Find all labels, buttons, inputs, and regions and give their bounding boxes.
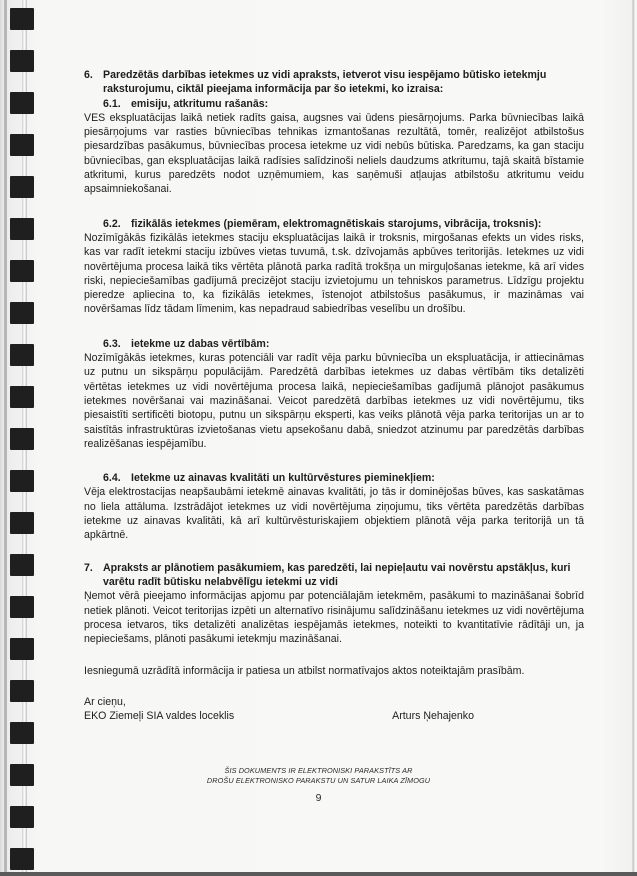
signer-role: EKO Ziemeļi SIA valdes loceklis — [84, 709, 235, 722]
page-bottom-edge — [0, 872, 637, 876]
e-signature-line-1: ŠIS DOKUMENTS IR ELEKTRONISKI PARAKSTĪTS AR — [224, 766, 413, 775]
section-7-number: 7. — [84, 561, 93, 574]
section-7-title: Apraksts ar plānotiem pasākumiem, kas paredzēti, lai nepieļautu vai novērstu apstākļus, kuri varētu radīt būtisku nelabvēlīgu ietekmi uz vidi — [103, 561, 571, 588]
e-signature-notice — [0, 766, 637, 786]
section-7-body: Ņemot vērā pieejamo informācijas apjomu par potenciālajām ietekmēm, pasākumi to mazināšanai šobrīd netiek plānoti. Veicot teritorijas izpēti un alternatīvo risinājumu salīdzināšanu ietekmes uz vidi novērtējuma procesa ietvaros, tiks detalizēti analizētas iespējamās ietekmes, noteikti to kvantitatīvie rādītāji un, ja nepieciešams, plānoti pasākumi ietekmju mazināšanai. — [84, 590, 584, 646]
e-signature-line-2: DROŠU ELEKTRONISKO PARAKSTU UN SATUR LAIKA ZĪMOGU — [206, 776, 431, 785]
binding-hole — [10, 134, 34, 156]
subsection-title: emisiju, atkritumu rašanās: — [131, 97, 269, 110]
subsection-6-3-heading — [103, 337, 584, 351]
subsection-title: ietekme uz dabas vērtībām: — [131, 337, 270, 350]
binding-hole — [10, 722, 34, 744]
subsection-6-4-heading — [103, 471, 584, 485]
subsection-6-4-body: Vēja elektrostacijas neapšaubāmi ietekmē ainavas kvalitāti, jo tās ir dominējošas būves, kas saskatāmas no liela attāluma. Izstrādājot ietekmes uz vidi novērtējuma ziņojumu, tiks vērtēta paredzētās darbības ietekme uz ainavas kvalitāti, kā arī kultūrvēsturiskajiem objektiem plānotā vēja parka teritorijā un tā apkārtnē. — [84, 486, 584, 542]
subsection-number: 6.1. — [103, 97, 121, 110]
binding-hole — [10, 218, 34, 240]
binding-hole — [10, 428, 34, 450]
binding-hole — [10, 848, 34, 870]
section-6-heading — [84, 68, 584, 97]
binding-hole — [10, 554, 34, 576]
binding-hole — [10, 596, 34, 618]
binding-hole — [10, 386, 34, 408]
binding-hole — [10, 302, 34, 324]
binding-hole — [10, 806, 34, 828]
binding-hole — [10, 50, 34, 72]
subsection-number: 6.3. — [103, 337, 121, 350]
subsection-number: 6.4. — [103, 472, 121, 485]
binding-spine — [4, 0, 7, 876]
subsection-6-2-heading — [103, 217, 584, 231]
subsection-6-3-body: Nozīmīgākās ietekmes, kuras potenciāli var radīt vēja parku būvniecība un ekspluatācija, ir attiecināmas uz putnu un sikspārņu populācijām. Paredzētā darbības ietekmes uz dabas vērtībām tiks detalizēti vērtētas ietekmes uz vidi novērtējuma procesa laikā, nepieciešamības gadījumā plānojot pasākumus ietekmes novēršanai vai mazināšanai. Veicot paredzētā darbības ietekmes uz vidi novērtējumu, tiks piesaistīti sertificēti biotopu, putnu un sikspārņu eksperti, kas veiks plānotā vēja parka teritorijas un ar to saistītās infrastruktūras izvietošanas vietu apsekošanu dabā, sniedzot atzinumu par paredzētās darbības realizēšanas iespējamību. — [84, 352, 584, 450]
salutation: Ar cieņu, — [84, 695, 126, 708]
binding-hole — [10, 470, 34, 492]
binding-hole — [10, 638, 34, 660]
binding-hole — [10, 176, 34, 198]
subsection-6-1-body: VES ekspluatācijas laikā netiek radīts gaisa, augsnes vai ūdens piesārņojums. Parka būvniecības laikā piesārņojums var rasties būvniecības tehnikas izmantošanas rezultātā, tomēr, realizējot atbilstošus piesardzības pasākumus, būvniecības procesa ietekme uz vidi nebūs būtiska. Paredzams, ka gan staciju būvniecības, gan ekspluatācijas laikā radīsies salīdzinoši neliels daudzums atkritumu, tajā skaitā bīstamie atkritumi, kurus paredzēts nodot uzņēmumiem, kas saņēmuši atļaujas atbilstošu atkritumu veidu apsaimniekošanai. — [84, 111, 584, 196]
binding-hole — [10, 92, 34, 114]
section-6-title: Paredzētās darbības ietekmes uz vidi apraksts, ietverot visu iespējamo būtisko ietekmju raksturojumu, ciktāl pieejama informācija par šo ietekmi, ko izraisa: — [103, 69, 547, 96]
binding-hole — [10, 260, 34, 282]
subsection-title: fizikālās ietekmes (piemēram, elektromagnētiskais starojums, vibrācija, troksnis): — [131, 217, 542, 230]
binding-hole — [10, 344, 34, 366]
signature-row — [84, 709, 584, 723]
subsection-title: Ietekme uz ainavas kvalitāti un kultūrvēstures pieminekļiem: — [131, 472, 435, 485]
binding-hole — [10, 512, 34, 534]
closing-statement: Iesniegumā uzrādītā informācija ir patiesa un atbilst normatīvajos aktos noteiktajām prasībām. — [84, 665, 525, 678]
subsection-number: 6.2. — [103, 217, 121, 230]
subsection-6-2-body: Nozīmīgākās fizikālās ietekmes staciju ekspluatācijas laikā ir troksnis, mirgošanas efekts un vides risks, kas var radīt ietekmi staciju izbūves vietas tuvumā, t.sk. dzīvojamās apbūves teritorijās. Ietekmes uz vidi novērtējuma procesa laikā tiks vērtēta plānotā parka radītā trokšņa un mirguļošanas ietekme, kā arī vides riski, nepieciešamības gadījumā precizējot staciju izvietojumu un tehniskos parametrus. Līdzīgu projektu pieredze apliecina to, ka fizikālās ietekmes, īstenojot atbilstošus pasākumus, ir mazināmas vai novēršamas līdz tādam līmenim, kas nepadraud sabiedrības veselību un drošību. — [84, 231, 584, 316]
page-number: 9 — [315, 792, 322, 804]
signer-name: Arturs Ņehajenko — [392, 709, 474, 722]
section-7-heading — [84, 561, 584, 590]
subsection-6-1-heading — [103, 97, 584, 111]
binding-hole — [10, 8, 34, 30]
section-6-number: 6. — [84, 69, 93, 81]
binding-hole — [10, 680, 34, 702]
document-body — [84, 68, 584, 723]
